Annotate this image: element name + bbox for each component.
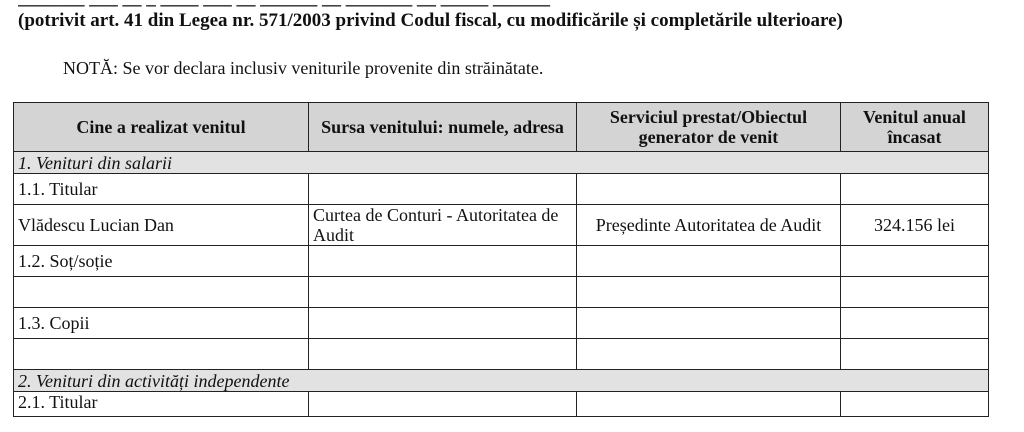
annual-income: 324.156 lei xyxy=(841,205,989,246)
document-subtitle: (potrivit art. 41 din Legea nr. 571/2003 privind Codul fiscal, cu modificările și completările ulterioare) xyxy=(18,10,843,31)
empty-cell xyxy=(577,339,841,370)
income-table xyxy=(13,102,989,417)
empty-cell xyxy=(841,174,989,205)
empty-cell xyxy=(309,246,577,277)
empty-cell xyxy=(309,174,577,205)
empty-cell xyxy=(841,246,989,277)
empty-cell xyxy=(577,277,841,308)
service-provided: Președinte Autoritatea de Audit xyxy=(577,205,841,246)
table-row xyxy=(14,277,989,308)
cut-off-heading xyxy=(18,0,1024,10)
table-row xyxy=(14,308,989,339)
table-row xyxy=(14,246,989,277)
row-label-titular: 1.1. Titular xyxy=(14,174,309,205)
empty-cell xyxy=(841,277,989,308)
table-row xyxy=(14,339,989,370)
row-label-spouse: 1.2. Soț/soție xyxy=(14,246,309,277)
table-row xyxy=(14,174,989,205)
empty-cell xyxy=(309,339,577,370)
header-income: Venitul anual încasat xyxy=(841,103,989,152)
empty-cell xyxy=(841,308,989,339)
income-source: Curtea de Conturi - Autoritatea de Audit xyxy=(309,205,577,246)
section-salaries-label: 1. Venituri din salarii xyxy=(14,152,989,174)
header-source: Sursa venitului: numele, adresa xyxy=(309,103,577,152)
person-name: Vlădescu Lucian Dan xyxy=(14,205,309,246)
empty-cell xyxy=(577,392,841,417)
empty-cell xyxy=(309,308,577,339)
header-service: Serviciul prestat/Obiectul generator de venit xyxy=(577,103,841,152)
empty-cell xyxy=(577,246,841,277)
table-header-row xyxy=(14,103,989,152)
empty-cell xyxy=(309,392,577,417)
empty-cell xyxy=(14,339,309,370)
empty-cell xyxy=(841,339,989,370)
declaration-note: NOTĂ: Se vor declara inclusiv veniturile provenite din străinătate. xyxy=(63,58,544,78)
table-row-person xyxy=(14,205,989,246)
empty-cell xyxy=(577,308,841,339)
row-label-titular-cut: 2.1. Titular xyxy=(14,392,309,417)
row-label-children: 1.3. Copii xyxy=(14,308,309,339)
section-independent-label: 2. Venituri din activități independente xyxy=(14,370,989,392)
empty-cell xyxy=(577,174,841,205)
empty-cell xyxy=(14,277,309,308)
table-row xyxy=(14,392,989,417)
empty-cell xyxy=(841,392,989,417)
section-row-salaries xyxy=(14,152,989,174)
header-who: Cine a realizat venitul xyxy=(14,103,309,152)
section-row-independent xyxy=(14,370,989,392)
empty-cell xyxy=(309,277,577,308)
